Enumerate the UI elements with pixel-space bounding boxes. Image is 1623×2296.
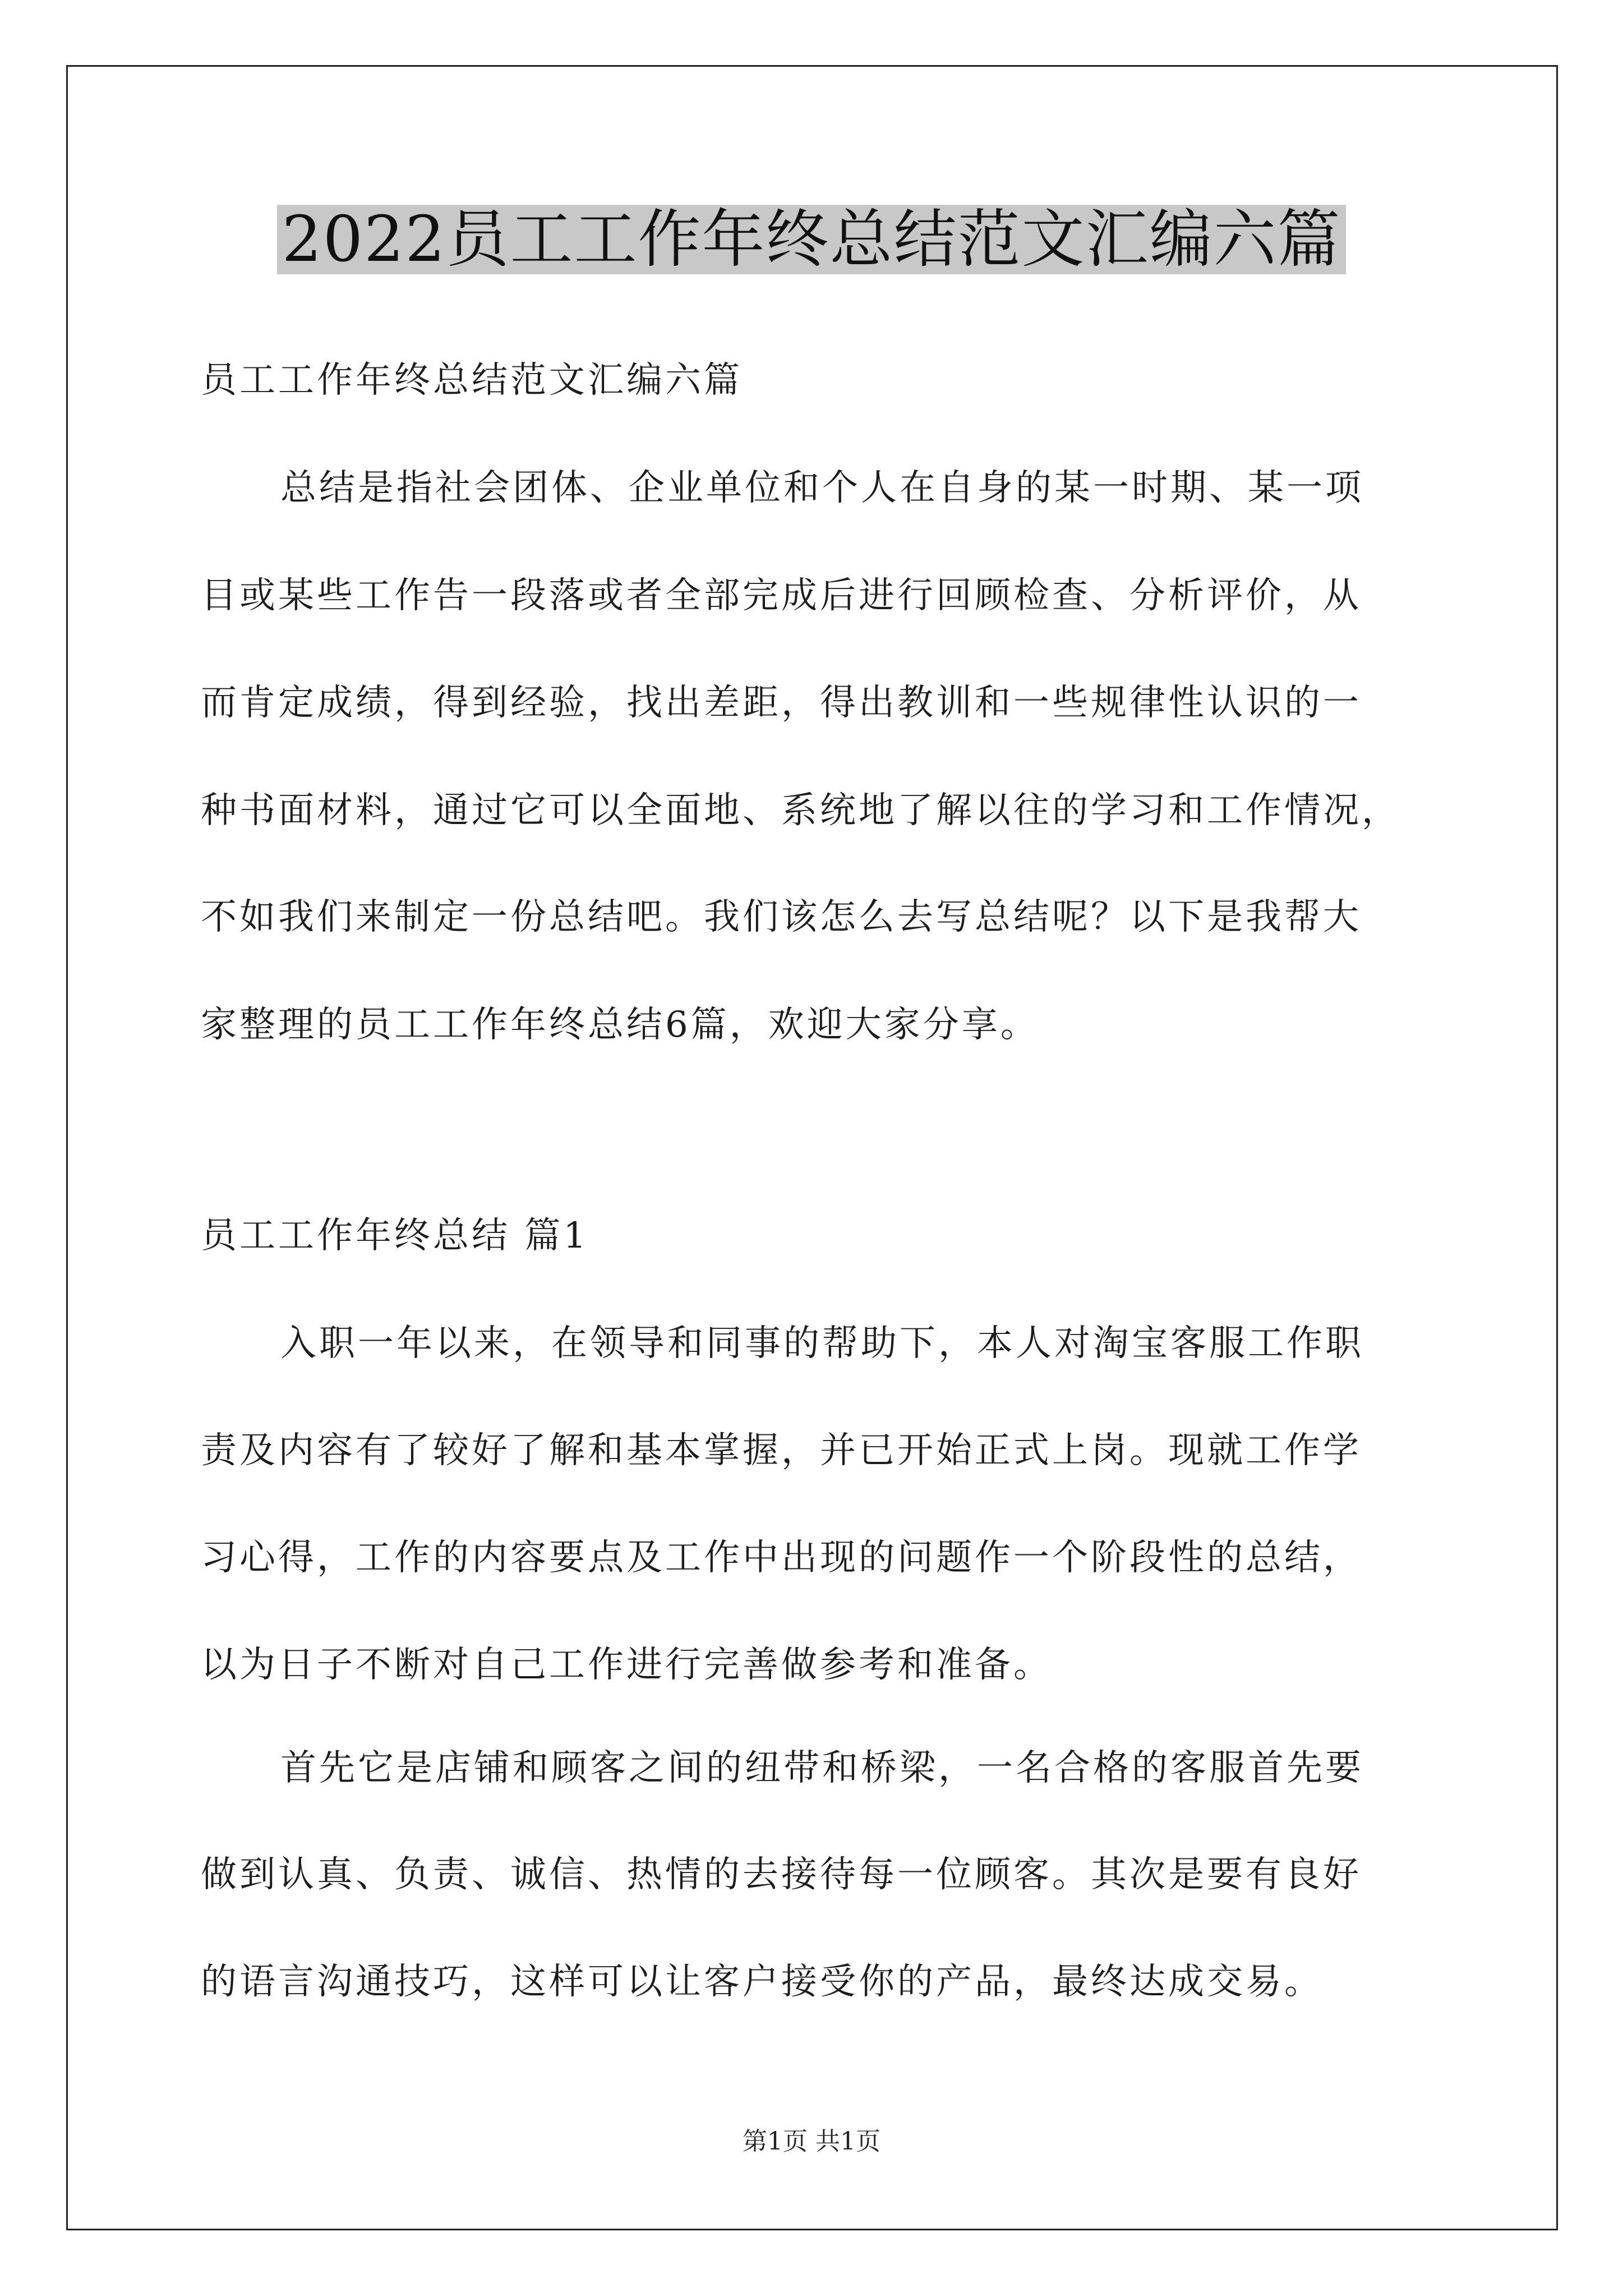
document-subtitle: 员工工作年终总结范文汇编六篇 <box>201 360 743 401</box>
intro-line-2: 目或某些工作告一段落或者全部完成后进行回顾检查、分析评价，从 <box>201 575 1362 616</box>
intro-line-5: 不如我们来制定一份总结吧。我们该怎么去写总结呢？以下是我帮大 <box>201 896 1362 938</box>
section-heading: 员工工作年终总结 篇1 <box>201 1215 589 1257</box>
para2-line-1: 首先它是店铺和顾客之间的纽带和桥梁，一名合格的客服首先要 <box>280 1747 1364 1789</box>
para1-line-1: 入职一年以来，在领导和同事的帮助下，本人对淘宝客服工作职 <box>280 1323 1364 1364</box>
intro-line-4: 种书面材料，通过它可以全面地、系统地了解以往的学习和工作情况， <box>201 790 1400 831</box>
title-container <box>0 205 1623 274</box>
intro-line-6: 家整理的员工工作年终总结6篇，欢迎大家分享。 <box>201 1004 1039 1046</box>
para1-line-3: 习心得，工作的内容要点及工作中出现的问题作一个阶段性的总结， <box>201 1537 1362 1579</box>
page-footer: 第1页 共1页 <box>743 2127 880 2156</box>
intro-line-1: 总结是指社会团体、企业单位和个人在自身的某一时期、某一项 <box>280 467 1364 509</box>
para2-line-3: 的语言沟通技巧，这样可以让客户接受你的产品，最终达成交易。 <box>201 1961 1323 2003</box>
document-title: 2022员工工作年终总结范文汇编六篇 <box>277 205 1345 274</box>
para1-line-4: 以为日子不断对自己工作进行完善做参考和准备。 <box>201 1644 1052 1686</box>
para1-line-2: 责及内容有了较好了解和基本掌握，并已开始正式上岗。现就工作学 <box>201 1430 1362 1471</box>
intro-line-3: 而肯定成绩，得到经验，找出差距，得出教训和一些规律性认识的一 <box>201 682 1362 724</box>
para2-line-2: 做到认真、负责、诚信、热情的去接待每一位顾客。其次是要有良好 <box>201 1854 1362 1895</box>
